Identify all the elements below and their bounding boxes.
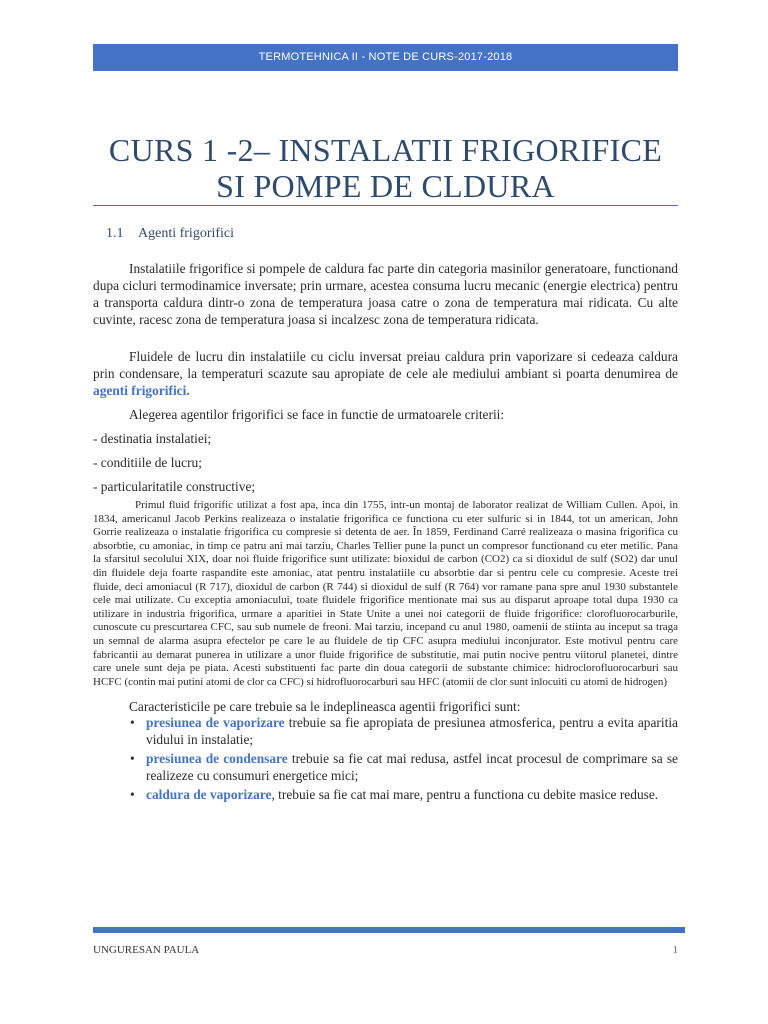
bullet-icon: • — [130, 751, 135, 766]
footer-bar — [93, 927, 685, 933]
bullet-text: , trebuie sa fie cat mai mare, pentru a functiona cu debite masice reduse. — [271, 787, 659, 802]
paragraph-fluids — [93, 348, 678, 399]
page-number: 1 — [672, 944, 678, 956]
header-text: TERMOTEHNICA II - NOTE DE CURS-2017-2018 — [258, 51, 513, 63]
bullet-icon: • — [130, 715, 135, 730]
bullet-icon: • — [130, 787, 135, 802]
list-item — [130, 714, 678, 748]
history-paragraph: Primul fluid frigorific utilizat a fost apa, inca din 1755, intr-un montaj de laborator realizat de William Cullen. Apoi, in 1834, americanul Jacob Perkins realizeaza o instalatie frigorifica ce functiona cu eter sulfuric si in 1844, tot un american, John Gorrie realizeaza o instalatie frigorifica cu compresie si detenta de aer. În 1859, Ferdinand Carré realizeaza o masina frigorifica cu absorbtie, cu amoniac, in timp ce patru ani mai tarziu, Charles Tellier pune la punct un compresor functionand cu eter metilic. Pana la sfarsitul secolului XIX, doar noi fluide frigorifice sunt utilizate: bioxidul de carbon (CO2) ca si dioxidul de sulf (SO2) dar unul din fluidele deja foarte raspandite este amoniac, atat pentru instalatiile cu absorbtie dar si pentru cele cu compresie. Aceste trei fluide, deci amoniacul (R 717), dioxidul de carbon (R 744) si dioxidul de sulf (R 764) vor ramane pana spre anul 1930 substantele cele mai utilizate. Cu exceptia amoniacului, toate fluidele frigorifice mentionate mai sus au disparut aproape total dupa 1930 ca utilizare in industria frigorifica, urmare a aparitiei in State Unite a unei noi categorii de fluide frigorifice: clorofluorocarburile, cunoscute cu prescurtarea CFC, sau sub numele de freoni. Mai tarziu, incepand cu anul 1980, oamenii de stiinta au inceput sa traga un semnal de alarma asupra efectelor pe care le au fluidele de tip CFC asupra mediului inconjurator. Este motivul pentru care fabricantii au demarat punerea in utilizare a unor fluide frigorifice de substitutie, mai putin nocive pentru viitorul planetei, dintre care unele sunt deja pe piata. Acesti substituenti fac parte din doua categorii de substante chimice: hidroclorofluorocarburi sau HCFC (contin mai putini atomi de clor ca CFC) si hidrofluorocarburi sau HFC (atomii de clor sunt inlocuiti cu atomi de hidrogen) — [93, 499, 678, 688]
paragraph-fluids-text: Fluidele de lucru din instalatiile cu ciclu inversat preiau caldura prin vaporizare si cedeaza caldura prin condensare, la temperaturi scazute sau apropiate de cele ale mediului ambiant si poarta denumirea de — [93, 349, 678, 381]
bullet-highlight: presiunea de vaporizare — [146, 715, 285, 730]
paragraph-intro: Instalatiile frigorifice si pompele de caldura fac parte din categoria masinilor generatoare, functionand dupa cicluri termodinamice inversate; prin urmare, acestea consuma lucru mecanic (energie electrica) pentru a transporta caldura dintr-o zona de temperatura joasa catre o zona de temperatura mai ridicata. Cu alte cuvinte, racesc zona de temperatura joasa si incalzesc zona de temperatura ridicata. — [93, 261, 678, 327]
list-item — [130, 750, 678, 784]
section-heading — [106, 226, 234, 242]
title-underline — [93, 205, 678, 206]
section-title: Agenti frigorifici — [138, 226, 235, 241]
footer-author: UNGURESAN PAULA — [93, 944, 200, 956]
agenti-frigorifici-highlight: agenti frigorifici. — [93, 383, 190, 398]
bullet-text: trebuie sa fie cat mai redusa, astfel incat procesul de comprimare sa se realizeze cu consumuri energetice mici; — [146, 751, 678, 783]
page-header-bar — [93, 44, 678, 71]
bullet-text: trebuie sa fie apropiata de presiunea atmosferica, pentru a evita aparitia vidului in instalatie; — [146, 715, 678, 747]
bullet-highlight: presiunea de condensare — [146, 751, 288, 766]
section-number: 1.1 — [106, 226, 124, 241]
characteristics-intro: Caracteristicile pe care trebuie sa le indeplineasca agentii frigorifici sunt: — [129, 699, 521, 714]
criteria-item: - conditiile de lucru; — [93, 455, 202, 470]
bullet-highlight: caldura de vaporizare — [146, 787, 272, 802]
page-title: CURS 1 -2– INSTALATII FRIGORIFICE SI POMPE DE CLDURA — [108, 132, 663, 204]
criteria-item: - destinatia instalatiei; — [93, 431, 212, 446]
criteria-item: - particularitatile constructive; — [93, 479, 256, 494]
list-item — [130, 786, 678, 803]
characteristics-list — [130, 714, 678, 805]
paragraph-criteria: Alegerea agentilor frigorifici se face in functie de urmatoarele criterii: — [129, 407, 505, 422]
